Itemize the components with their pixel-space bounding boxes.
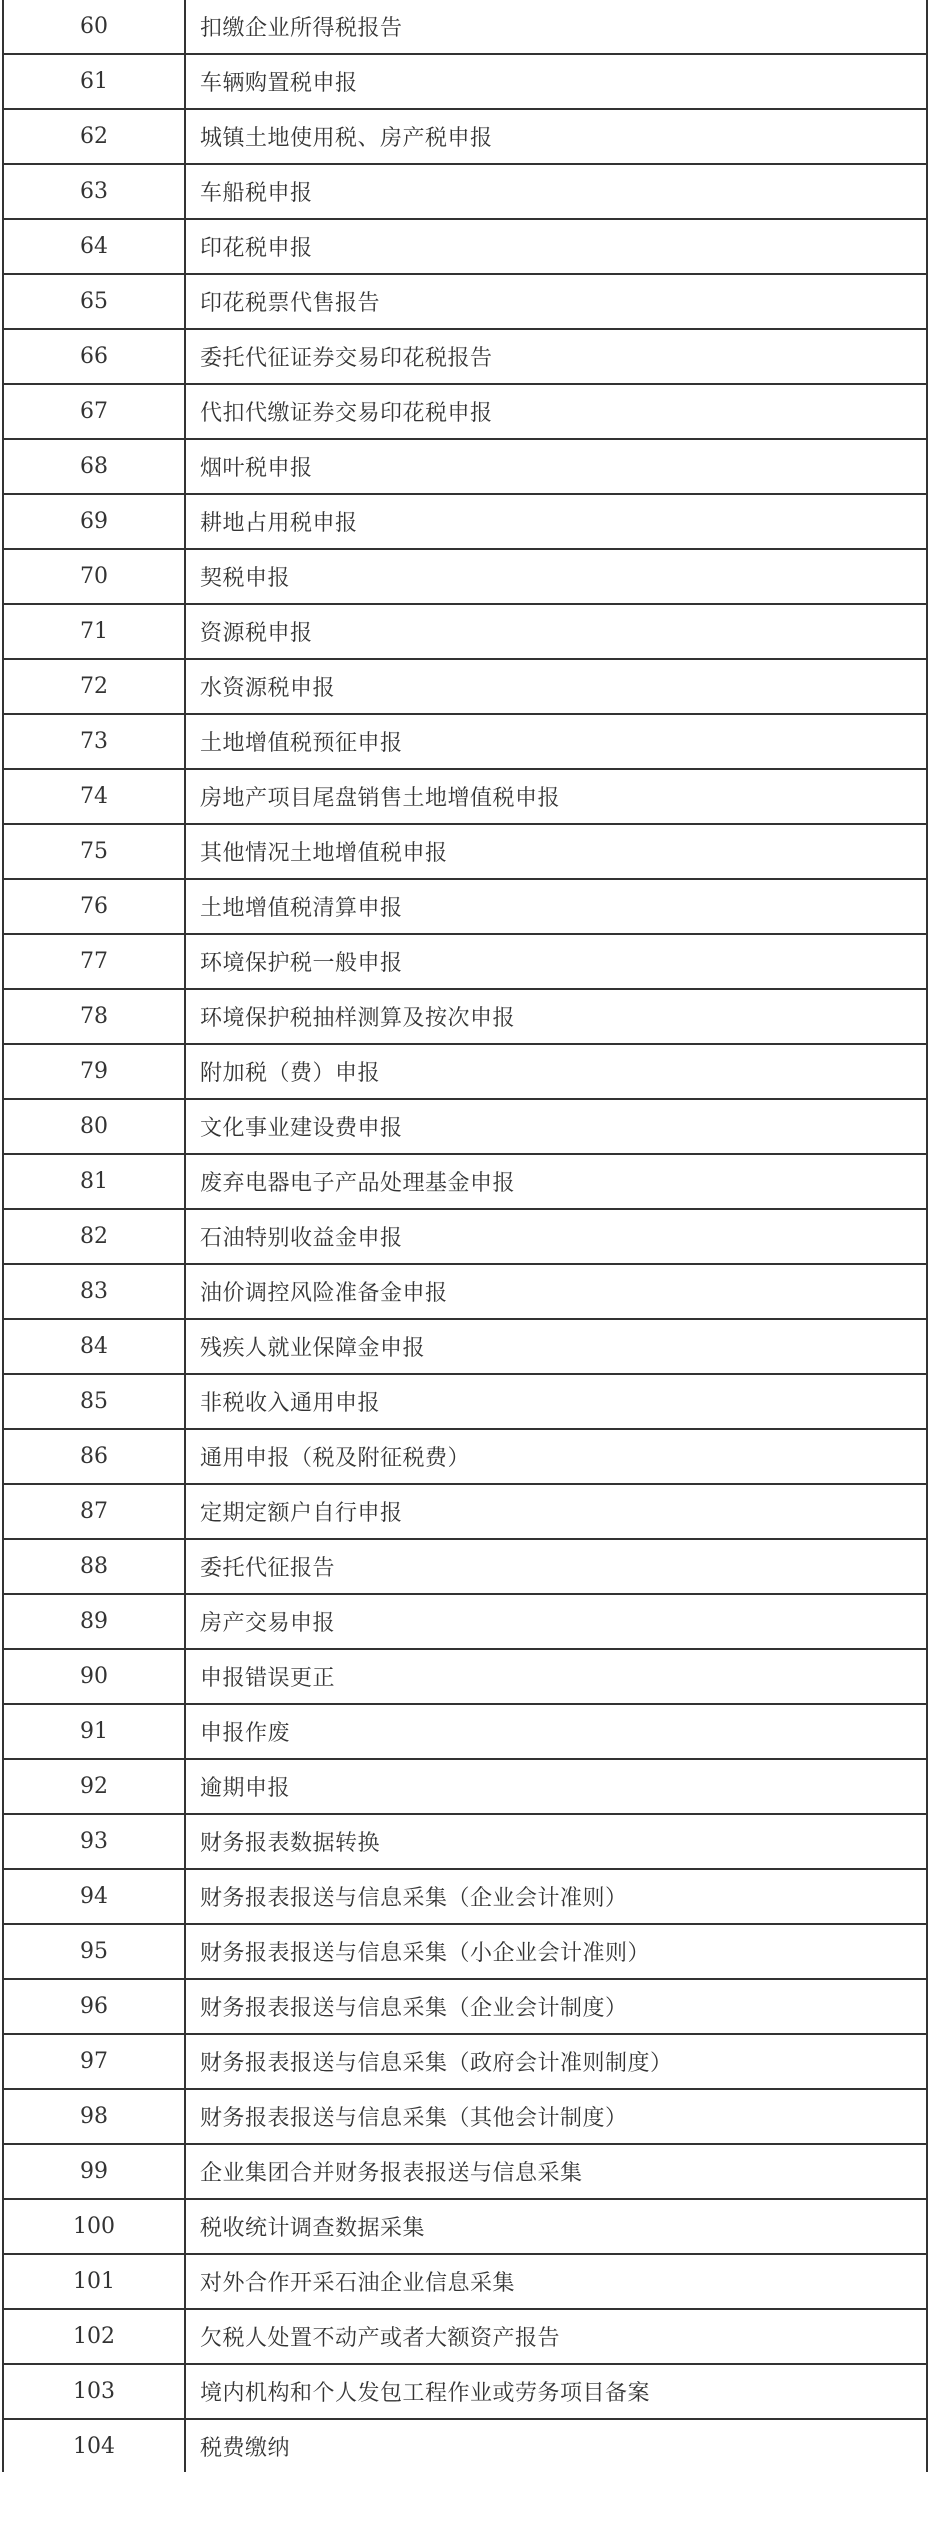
tax-service-table (2, 0, 928, 2472)
row-number: 97 (4, 2035, 186, 2088)
service-name: 财务报表报送与信息采集（其他会计制度） (200, 2106, 628, 2131)
row-number: 73 (4, 715, 186, 768)
service-name: 印花税申报 (200, 236, 313, 261)
row-number: 104 (4, 2420, 186, 2472)
row-number: 78 (4, 990, 186, 1043)
table-row (4, 2035, 926, 2090)
table-row (4, 1540, 926, 1595)
service-name: 文化事业建设费申报 (200, 1116, 403, 1141)
service-name: 环境保护税一般申报 (200, 951, 403, 976)
row-number: 83 (4, 1265, 186, 1318)
table-row (4, 0, 926, 55)
row-number: 99 (4, 2145, 186, 2198)
table-row (4, 1430, 926, 1485)
table-row (4, 55, 926, 110)
table-row (4, 2090, 926, 2145)
service-name: 契税申报 (200, 566, 291, 591)
row-number: 75 (4, 825, 186, 878)
service-name: 车辆购置税申报 (200, 71, 358, 96)
row-number: 61 (4, 55, 186, 108)
row-number: 93 (4, 1815, 186, 1868)
row-number: 100 (4, 2200, 186, 2253)
row-number: 62 (4, 110, 186, 163)
service-name: 逾期申报 (200, 1776, 291, 1801)
row-number: 90 (4, 1650, 186, 1703)
row-number: 96 (4, 1980, 186, 2033)
table-row (4, 1705, 926, 1760)
row-number: 87 (4, 1485, 186, 1538)
table-row (4, 2200, 926, 2255)
table-row (4, 1320, 926, 1375)
service-name: 扣缴企业所得税报告 (200, 16, 403, 41)
row-number: 80 (4, 1100, 186, 1153)
row-number: 81 (4, 1155, 186, 1208)
service-name: 废弃电器电子产品处理基金申报 (200, 1171, 516, 1196)
table-row (4, 1485, 926, 1540)
table-row (4, 1210, 926, 1265)
row-number: 102 (4, 2310, 186, 2363)
service-name: 税费缴纳 (200, 2435, 291, 2461)
service-name: 资源税申报 (200, 621, 313, 646)
row-number: 77 (4, 935, 186, 988)
service-name: 附加税（费）申报 (200, 1061, 381, 1086)
row-number: 72 (4, 660, 186, 713)
service-name: 车船税申报 (200, 181, 313, 206)
table-row (4, 495, 926, 550)
table-row (4, 1650, 926, 1705)
table-row (4, 1870, 926, 1925)
table-row (4, 1375, 926, 1430)
row-number: 66 (4, 330, 186, 383)
row-number: 82 (4, 1210, 186, 1263)
row-number: 101 (4, 2255, 186, 2308)
service-name: 企业集团合并财务报表报送与信息采集 (200, 2161, 583, 2186)
table-row (4, 330, 926, 385)
table-row (4, 2310, 926, 2365)
row-number: 63 (4, 165, 186, 218)
service-name: 委托代征证券交易印花税报告 (200, 346, 493, 371)
service-name: 残疾人就业保障金申报 (200, 1336, 426, 1361)
table-row (4, 825, 926, 880)
service-name: 烟叶税申报 (200, 456, 313, 481)
table-row (4, 275, 926, 330)
service-name: 境内机构和个人发包工程作业或劳务项目备案 (200, 2381, 651, 2406)
row-number: 86 (4, 1430, 186, 1483)
row-number: 103 (4, 2365, 186, 2418)
service-name: 代扣代缴证券交易印花税申报 (200, 401, 493, 426)
service-name: 税收统计调查数据采集 (200, 2216, 426, 2241)
service-name: 土地增值税预征申报 (200, 731, 403, 756)
table-row (4, 880, 926, 935)
row-number: 85 (4, 1375, 186, 1428)
table-row (4, 990, 926, 1045)
service-name: 财务报表报送与信息采集（政府会计准则制度） (200, 2051, 673, 2076)
table-row (4, 440, 926, 495)
table-row (4, 935, 926, 990)
table-row (4, 2420, 926, 2472)
service-name: 财务报表数据转换 (200, 1831, 381, 1856)
service-name: 财务报表报送与信息采集（企业会计制度） (200, 1996, 628, 2021)
table-row (4, 1815, 926, 1870)
service-name: 房地产项目尾盘销售土地增值税申报 (200, 786, 561, 811)
table-row (4, 1155, 926, 1210)
service-name: 城镇土地使用税、房产税申报 (200, 126, 493, 151)
table-row (4, 715, 926, 770)
row-number: 65 (4, 275, 186, 328)
row-number: 74 (4, 770, 186, 823)
row-number: 94 (4, 1870, 186, 1923)
table-row (4, 385, 926, 440)
service-name: 申报作废 (200, 1721, 291, 1746)
table-row (4, 1045, 926, 1100)
table-row (4, 2365, 926, 2420)
table-row (4, 2145, 926, 2200)
row-number: 68 (4, 440, 186, 493)
table-row (4, 770, 926, 825)
service-name: 财务报表报送与信息采集（小企业会计准则） (200, 1941, 651, 1966)
table-row (4, 605, 926, 660)
row-number: 98 (4, 2090, 186, 2143)
service-name: 欠税人处置不动产或者大额资产报告 (200, 2326, 561, 2351)
table-row (4, 660, 926, 715)
service-name: 财务报表报送与信息采集（企业会计准则） (200, 1886, 628, 1911)
table-row (4, 1925, 926, 1980)
table-row (4, 1100, 926, 1155)
service-name: 房产交易申报 (200, 1611, 336, 1636)
service-name: 油价调控风险准备金申报 (200, 1281, 448, 1306)
service-name: 耕地占用税申报 (200, 511, 358, 536)
row-number: 76 (4, 880, 186, 933)
row-number: 91 (4, 1705, 186, 1758)
table-row (4, 1595, 926, 1650)
row-number: 89 (4, 1595, 186, 1648)
service-name: 委托代征报告 (200, 1556, 336, 1581)
service-name: 非税收入通用申报 (200, 1391, 381, 1416)
service-name: 申报错误更正 (200, 1666, 336, 1691)
service-name: 印花税票代售报告 (200, 291, 381, 316)
table-row (4, 1760, 926, 1815)
service-name: 定期定额户自行申报 (200, 1501, 403, 1526)
row-number: 60 (4, 0, 186, 53)
row-number: 79 (4, 1045, 186, 1098)
table-row (4, 1265, 926, 1320)
row-number: 88 (4, 1540, 186, 1593)
service-name: 石油特别收益金申报 (200, 1226, 403, 1251)
service-name: 通用申报（税及附征税费） (200, 1446, 471, 1471)
service-name: 其他情况土地增值税申报 (200, 841, 448, 866)
table-row (4, 220, 926, 275)
service-name: 环境保护税抽样测算及按次申报 (200, 1006, 516, 1031)
row-number: 71 (4, 605, 186, 658)
row-number: 95 (4, 1925, 186, 1978)
table-row (4, 2255, 926, 2310)
table-row (4, 1980, 926, 2035)
row-number: 67 (4, 385, 186, 438)
row-number: 69 (4, 495, 186, 548)
row-number: 92 (4, 1760, 186, 1813)
table-row (4, 550, 926, 605)
service-name: 土地增值税清算申报 (200, 896, 403, 921)
service-name: 对外合作开采石油企业信息采集 (200, 2271, 516, 2296)
table-row (4, 110, 926, 165)
row-number: 70 (4, 550, 186, 603)
row-number: 64 (4, 220, 186, 273)
row-number: 84 (4, 1320, 186, 1373)
table-row (4, 165, 926, 220)
service-name: 水资源税申报 (200, 676, 336, 701)
